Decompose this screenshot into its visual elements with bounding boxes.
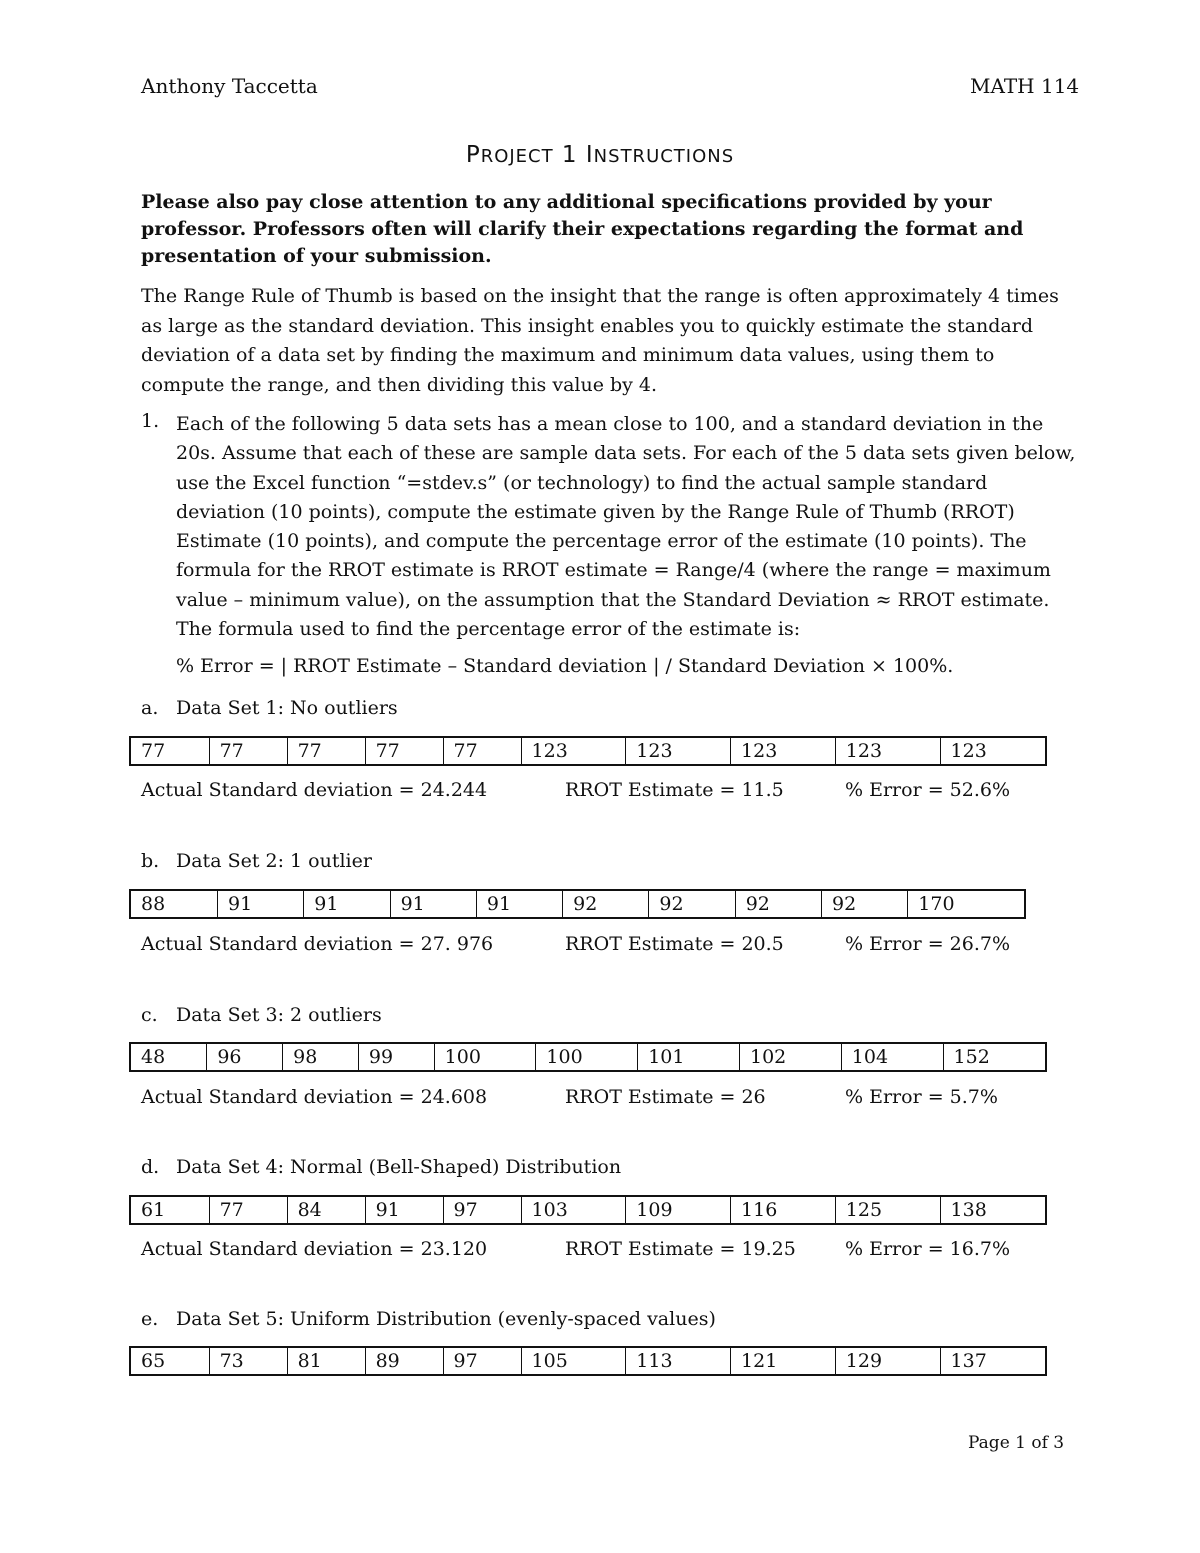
dataset-table <box>129 736 1047 766</box>
data-cell: 92 <box>735 890 821 918</box>
dataset-letter: e. <box>141 1308 159 1330</box>
data-cell: 113 <box>626 1347 731 1375</box>
data-cell: 77 <box>209 1196 287 1224</box>
table-row <box>130 1043 1046 1071</box>
dataset-table <box>129 1346 1047 1376</box>
page-title <box>0 142 1200 168</box>
data-cell: 48 <box>130 1043 207 1071</box>
data-cell: 96 <box>207 1043 283 1071</box>
data-cell: 97 <box>443 1347 521 1375</box>
table-row <box>130 1196 1046 1224</box>
data-cell: 123 <box>731 737 836 765</box>
data-cell: 138 <box>940 1196 1046 1224</box>
data-cell: 123 <box>521 737 626 765</box>
table-row <box>130 1347 1046 1375</box>
data-cell: 129 <box>835 1347 940 1375</box>
dataset-letter: b. <box>141 850 160 872</box>
dataset-title: Data Set 5: Uniform Distribution (evenly-spaced values) <box>176 1308 716 1330</box>
dataset-title: Data Set 4: Normal (Bell-Shaped) Distribution <box>176 1156 622 1178</box>
data-cell: 77 <box>209 737 287 765</box>
data-cell: 81 <box>287 1347 365 1375</box>
data-cell: 170 <box>908 890 1025 918</box>
title-number: 1 <box>561 142 578 168</box>
dataset-title: Data Set 1: No outliers <box>176 697 398 719</box>
percent-error: % Error = 16.7% <box>845 1238 1011 1260</box>
data-cell: 92 <box>649 890 735 918</box>
percent-error: % Error = 5.7% <box>845 1086 998 1108</box>
dataset-table <box>129 889 1026 919</box>
percent-error-formula: % Error = | RROT Estimate – Standard deviation | / Standard Deviation × 100%. <box>176 655 954 677</box>
data-cell: 98 <box>283 1043 359 1071</box>
dataset-letter: d. <box>141 1156 160 1178</box>
data-cell: 116 <box>731 1196 836 1224</box>
title-roject: ROJECT <box>480 146 554 167</box>
data-cell: 92 <box>563 890 649 918</box>
title-i: I <box>585 142 594 168</box>
data-cell: 73 <box>209 1347 287 1375</box>
data-cell: 91 <box>218 890 304 918</box>
data-cell: 77 <box>130 737 209 765</box>
rrot-estimate: RROT Estimate = 19.25 <box>565 1238 796 1260</box>
data-cell: 91 <box>390 890 476 918</box>
dataset-letter: a. <box>141 697 159 719</box>
data-cell: 77 <box>443 737 521 765</box>
actual-sd: Actual Standard deviation = 23.120 <box>141 1238 488 1260</box>
table-row <box>130 890 1025 918</box>
intro-paragraph: The Range Rule of Thumb is based on the insight that the range is often approximately 4 times as large as the standard deviation. This insight enables you to quickly estimate the standard deviation of a data set by finding the maximum and minimum data values, using them to compute the range, and then dividing this value by 4. <box>141 285 1059 396</box>
data-cell: 84 <box>287 1196 365 1224</box>
dataset-title: Data Set 3: 2 outliers <box>176 1004 382 1026</box>
title-p: P <box>465 142 481 168</box>
data-cell: 89 <box>365 1347 443 1375</box>
question-text: Each of the following 5 data sets has a mean close to 100, and a standard deviation in the 20s. Assume that each of these are sample data sets. For each of the 5 data sets given below, use the Excel function “=stdev.s” (or technology) to find the actual sample standard deviation (10 points), compute the estimate given by the Range Rule of Thumb (RROT) Estimate (10 points), and compute the percentage error of the estimate (10 points). The formula for the RROT estimate is RROT estimate = Range/4 (where the range = maximum value – minimum value), on the assumption that the Standard Deviation ≈ RROT estimate. The formula used to find the percentage error of the estimate is: <box>176 413 1076 641</box>
data-cell: 99 <box>358 1043 434 1071</box>
data-cell: 121 <box>731 1347 836 1375</box>
actual-sd: Actual Standard deviation = 24.608 <box>141 1086 488 1108</box>
dataset-table <box>129 1042 1047 1072</box>
data-cell: 65 <box>130 1347 209 1375</box>
data-cell: 103 <box>521 1196 626 1224</box>
data-cell: 88 <box>130 890 218 918</box>
percent-error: % Error = 26.7% <box>845 933 1011 955</box>
data-cell: 77 <box>365 737 443 765</box>
data-cell: 77 <box>287 737 365 765</box>
data-cell: 104 <box>841 1043 943 1071</box>
data-cell: 105 <box>521 1347 626 1375</box>
rrot-estimate: RROT Estimate = 20.5 <box>565 933 784 955</box>
data-cell: 101 <box>638 1043 740 1071</box>
dataset-table <box>129 1195 1047 1225</box>
course-code: MATH 114 <box>970 74 1080 98</box>
rrot-estimate: RROT Estimate = 11.5 <box>565 779 784 801</box>
actual-sd: Actual Standard deviation = 24.244 <box>141 779 488 801</box>
data-cell: 102 <box>739 1043 841 1071</box>
dataset-title: Data Set 2: 1 outlier <box>176 850 372 872</box>
data-cell: 91 <box>304 890 390 918</box>
professor-notice: Please also pay close attention to any additional specifications provided by your professor. Professors often will clarify their expectations regarding the format and presentation of your submission. <box>141 191 1024 267</box>
data-cell: 125 <box>835 1196 940 1224</box>
data-cell: 109 <box>626 1196 731 1224</box>
data-cell: 91 <box>365 1196 443 1224</box>
data-cell: 152 <box>943 1043 1046 1071</box>
rrot-estimate: RROT Estimate = 26 <box>565 1086 766 1108</box>
page-number: Page 1 of 3 <box>968 1433 1065 1453</box>
title-nstructions: NSTRUCTIONS <box>593 146 735 167</box>
data-cell: 100 <box>536 1043 638 1071</box>
question-number: 1. <box>141 410 160 432</box>
actual-sd: Actual Standard deviation = 27. 976 <box>141 933 494 955</box>
author-name: Anthony Taccetta <box>141 74 318 98</box>
table-row <box>130 737 1046 765</box>
data-cell: 123 <box>835 737 940 765</box>
data-cell: 100 <box>434 1043 536 1071</box>
percent-error: % Error = 52.6% <box>845 779 1011 801</box>
data-cell: 91 <box>476 890 562 918</box>
data-cell: 123 <box>626 737 731 765</box>
data-cell: 97 <box>443 1196 521 1224</box>
dataset-letter: c. <box>141 1004 158 1026</box>
data-cell: 123 <box>940 737 1046 765</box>
data-cell: 137 <box>940 1347 1046 1375</box>
data-cell: 92 <box>821 890 907 918</box>
data-cell: 61 <box>130 1196 209 1224</box>
